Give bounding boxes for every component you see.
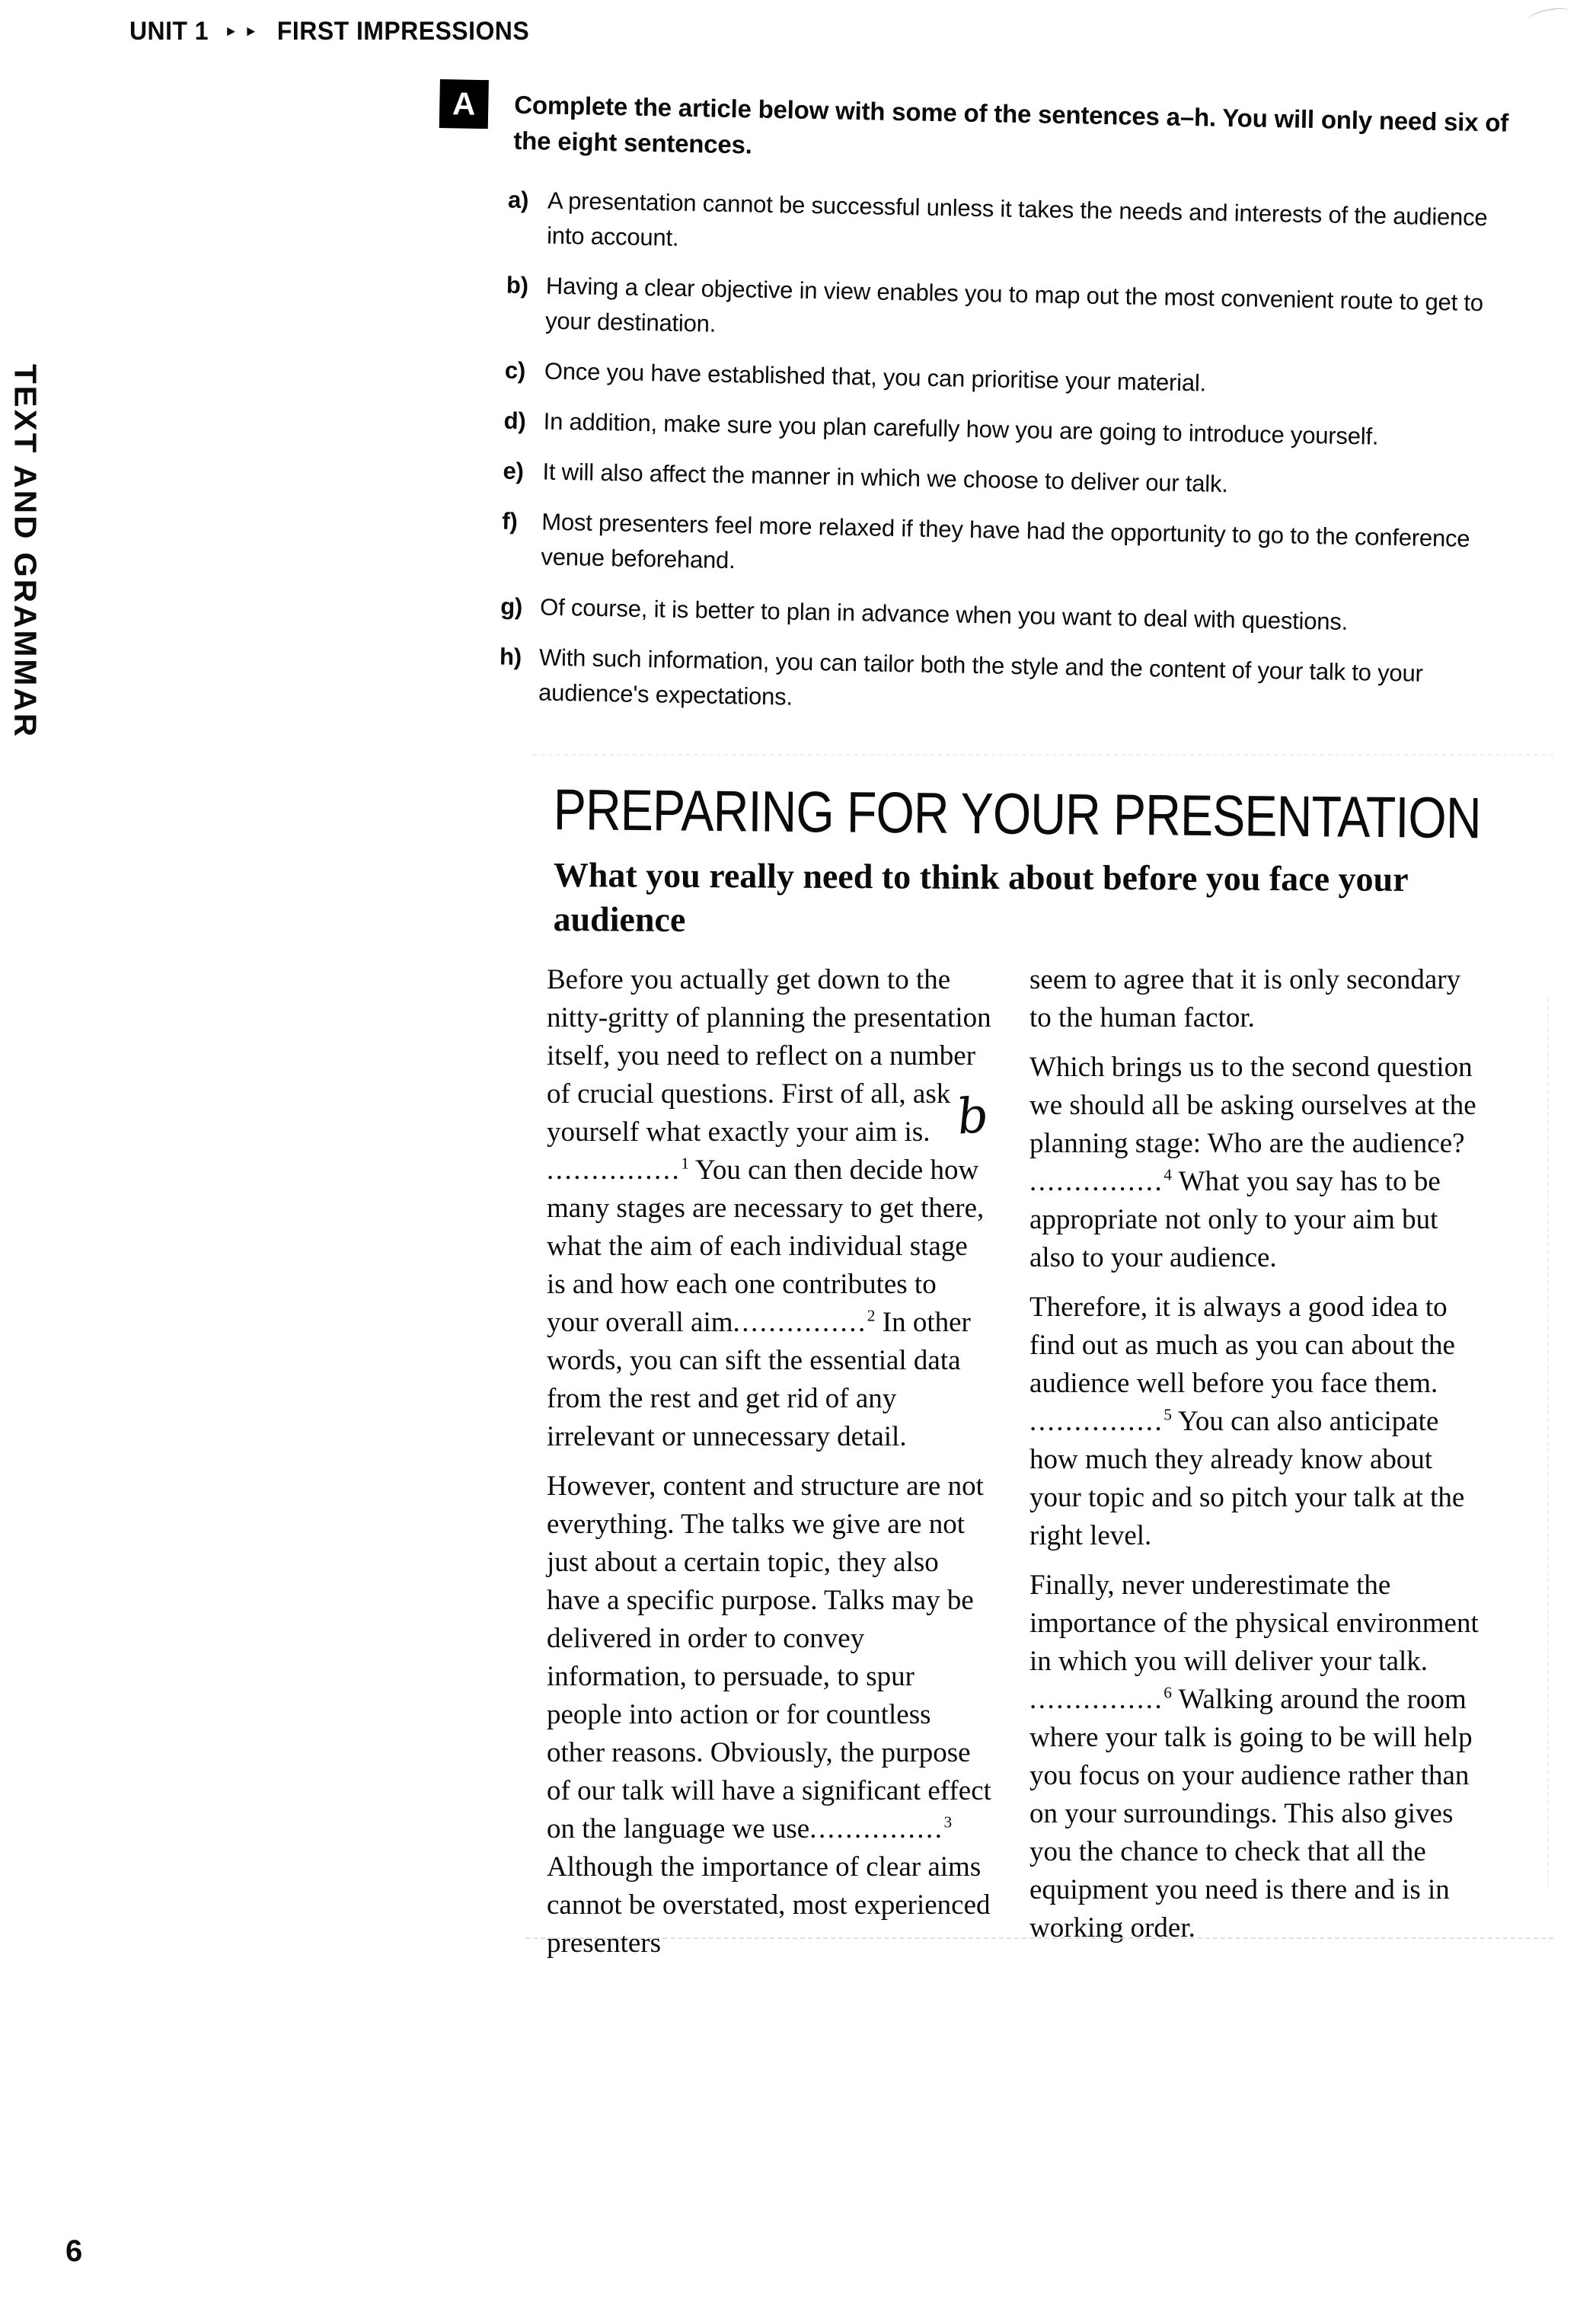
list-item — [500, 589, 1514, 643]
page-number: 6 — [65, 2234, 83, 2268]
gap-number: 2 — [867, 1306, 876, 1325]
item-text: A presentation cannot be successful unless it takes the needs and interests of the audience into account. — [546, 187, 1488, 251]
sidebar-tab-label: TEXT AND GRAMMAR — [8, 364, 43, 739]
answer-blank: ............... — [1029, 1166, 1164, 1197]
scan-artifact-edge — [1547, 998, 1549, 1889]
exercise-instructions: Complete the article below with some of the sentences a–h. You will only need six of the eight sentences. — [513, 90, 1509, 159]
answer-blank: ............... — [809, 1813, 944, 1844]
article-paragraph: Therefore, it is always a good idea to find out as much as you can about the audience well before you face them. ...............$^5$ You can also anticipate how much they already know about your topic and so pitch your talk at the right level. — [1029, 1292, 1465, 1551]
article-title: PREPARING FOR YOUR PRESENTATION — [553, 778, 1481, 851]
article-paragraph: Finally, never underestimate the importance of the physical environment in which you will deliver your talk. ...............$^6$ Walking around the room where your talk is going to be will help you focus on your audience rather than on your surroundings. This also gives you the chance to check that all the equipment you need is there and is in working order. — [1029, 1570, 1479, 1943]
list-item — [505, 353, 1518, 407]
list-item — [506, 268, 1519, 356]
list-item — [503, 404, 1517, 457]
item-label: e) — [503, 457, 525, 485]
exercise-items — [498, 183, 1521, 743]
gap-number: 6 — [1163, 1683, 1172, 1702]
item-label: f) — [501, 507, 518, 535]
gap-number: 1 — [681, 1154, 689, 1173]
item-text: With such information, you can tailor both the style and the content of your talk to your audience's expectations. — [538, 644, 1424, 711]
item-label: a) — [507, 186, 529, 214]
gap-number: 4 — [1163, 1165, 1172, 1184]
article-paragraph: However, content and structure are not everything. The talks we give are not just about a certain topic, they also have a specific purpose. Talks may be delivered in order to convey information, to persuade, to spur people into action or for countless other reasons. Obviously, the purpose of our talk will have a significant effect on the language we use...............$^3$ Although the importance of clear aims cannot be overstated, most experienced presenters — [547, 1471, 991, 1959]
item-label: g) — [500, 592, 523, 621]
list-item — [499, 640, 1512, 728]
item-label: d) — [503, 407, 526, 435]
list-item — [501, 504, 1515, 592]
item-label: c) — [504, 356, 526, 385]
article-subtitle: What you really need to think about before you face your audience — [553, 855, 1408, 939]
item-text: Of course, it is better to plan in advance when you want to deal with questions. — [539, 593, 1349, 635]
unit-label: UNIT 1 — [129, 17, 209, 46]
item-text: It will also affect the manner in which we choose to deliver our talk. — [542, 458, 1229, 498]
answer-blank: ............... — [547, 1155, 681, 1186]
scan-artifact-scribble — [1527, 5, 1572, 27]
exercise-a-block — [428, 76, 1529, 766]
article-column-right — [1029, 961, 1488, 1959]
answer-blank: ............... — [1029, 1684, 1164, 1715]
item-text: Having a clear objective in view enables you to map out the most convenient route to get to your destination. — [544, 272, 1484, 337]
article-column-left — [547, 961, 992, 1974]
item-label: b) — [506, 271, 529, 299]
article-paragraph: Which brings us to the second question we should all be asking ourselves at the planning stage: Who are the audience? ...............$^4$ What you say has to be appropriate not only to your aim but also to your audience. — [1029, 1052, 1476, 1273]
item-text: Most presenters feel more relaxed if they have had the opportunity to go to the conference venue beforehand. — [541, 508, 1470, 574]
answer-blank: ............... — [1029, 1406, 1164, 1437]
exercise-letter-badge: A — [439, 79, 489, 129]
page-header — [129, 17, 529, 46]
double-arrow-icon: ►► — [224, 24, 265, 40]
item-text: In addition, make sure you plan carefully how you are going to introduce yourself. — [543, 407, 1379, 450]
section-title: FIRST IMPRESSIONS — [276, 17, 530, 46]
item-label: h) — [499, 643, 522, 671]
list-item — [503, 454, 1516, 507]
gap-number: 3 — [943, 1813, 953, 1832]
scan-artifact-line-top — [533, 754, 1553, 755]
item-text: Once you have established that, you can prioritise your material. — [544, 357, 1207, 397]
scan-artifact-line-bottom — [525, 1937, 1553, 1939]
answer-blank: ............... — [733, 1307, 867, 1338]
list-item — [507, 183, 1521, 271]
article-paragraph: Before you actually get down to the nitty-gritty of planning the presentation itself, you need to reflect on a number of crucial questions. First of all, ask yourself what exactly your aim is. b ...............$^1$ You can then decide how many stages are necessary to get there, what the aim of each individual stage is and how each one contributes to your overall aim...............$^2$ In other words, you can sift the essential data from the rest and get rid of any irrelevant or unnecessary detail. — [547, 964, 991, 1452]
gap-number: 5 — [1163, 1405, 1172, 1424]
article-paragraph: seem to agree that it is only secondary to the human factor. — [1029, 964, 1461, 1033]
